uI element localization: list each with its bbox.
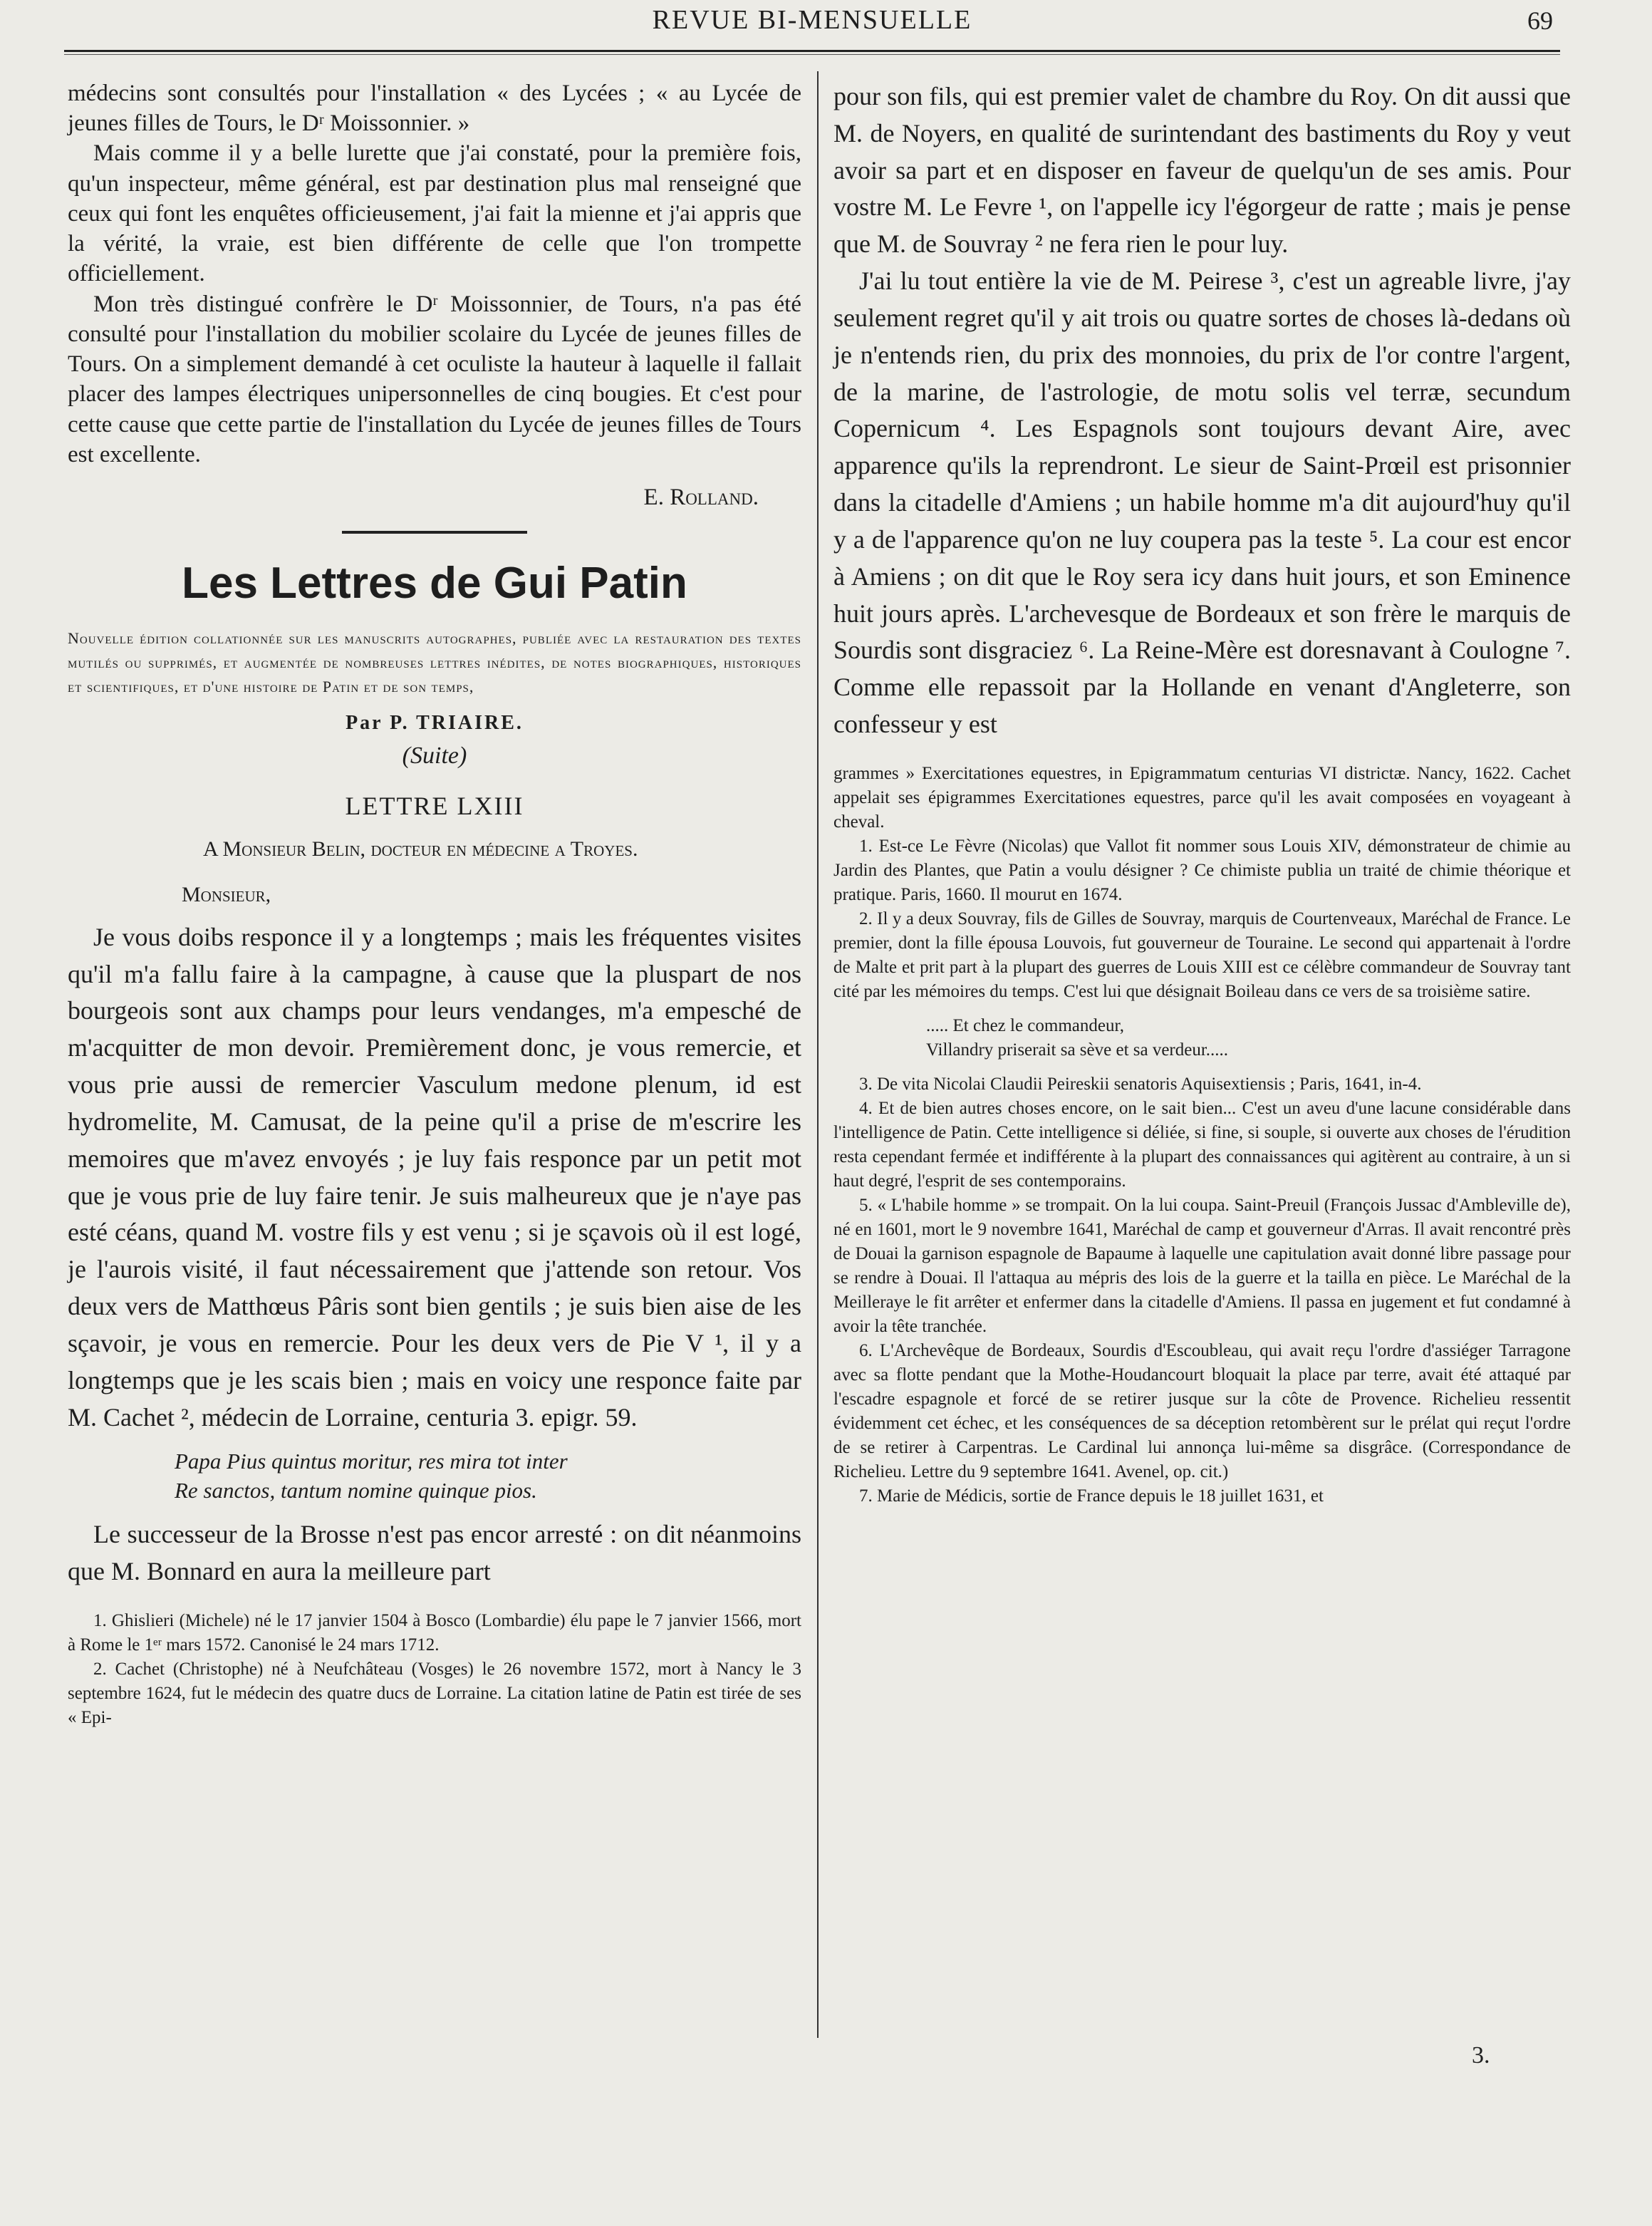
signature: E. Rolland. bbox=[643, 485, 759, 511]
journal-title: REVUE BI-MENSUELLE bbox=[652, 5, 972, 35]
running-header bbox=[64, 4, 1560, 41]
latin-verse bbox=[175, 1447, 801, 1505]
footnotes bbox=[68, 1609, 801, 1730]
column-divider bbox=[817, 71, 819, 2038]
footnotes bbox=[833, 762, 1571, 1508]
letter-paragraph: pour son fils, qui est premier valet de chambre du Roy. On dit aussi que M. de Noyers, en qualité de surintendant des bastiments du Roy y veut avoir sa part et en disposer en faveur de quelqu'un de ses amis. Pour vostre M. Le Fevre ¹, on l'appelle icy l'égorgeur de ratte ; mais je pense que M. de Souvray ² ne fera rien le pour luy. bbox=[833, 82, 1571, 259]
left-column bbox=[68, 78, 801, 1730]
signature-mark: 3. bbox=[1472, 2042, 1490, 2069]
verse-line: ..... Et chez le commandeur, bbox=[926, 1015, 1125, 1035]
header-rule-thin bbox=[64, 54, 1560, 55]
footnote: 4. Et de bien autres choses encore, on le sait bien... C'est un aveu d'une lacune considérable dans l'intelligence de Patin. Cette intelligence si déliée, si fine, si souple, si ouverte aux choses de l'érudition resta cependant fermée et indifférente à la plupart des connaissances qui agitèrent au contraire, à un si haut degré, l'esprit de ses contemporains. bbox=[833, 1098, 1571, 1191]
footnote: 1. Est-ce Le Fèvre (Nicolas) que Vallot fit nommer sous Louis XIV, démonstrateur de chimie au Jardin des Plantes, que Patin a voulu désigner ? Ce chimiste publia un traité de chimie théorique et pratique. Paris, 1660. Il mourut en 1674. bbox=[833, 836, 1571, 904]
verse-line: Re sanctos, tantum nomine quinque pios. bbox=[175, 1477, 537, 1503]
page-number: 69 bbox=[1527, 6, 1553, 35]
verse-line: Papa Pius quintus moritur, res mira tot inter bbox=[175, 1449, 568, 1474]
footnote: 3. De vita Nicolai Claudii Peireskii senatoris Aquisextiensis ; Paris, 1641, in-4. bbox=[859, 1074, 1422, 1094]
letter-paragraph: Je vous doibs responce il y a longtemps ; mais les fréquentes visites qu'il m'a fallu faire à la campagne, à cause que la pluspart de nos bourgeois sont aux champs pour leurs vendanges, m'a empesché de m'acquitter de mon devoir. Premièrement donc, je vous remercie, et vous prie aussi de remercier Vasculum medone plenum, id est hydromelite, M. Camusat, de la peine qu'il a prise de m'escrire les memoires que m'avez envoyés ; je luy fais responce par un petit mot que je vous prie de luy faire tenir. Je suis malheureux que je n'aye pas esté céans, quand M. vostre fils y est venu ; si je sçavois où il est logé, je l'aurois visité, il faut nécessairement que j'attende son retour. Vos deux vers de Matthœus Pâris sont bien gentils ; je suis bien aise de les sçavoir, je vous en remercie. Pour les deux vers de Pie V ¹, il y a longtemps que je les scais bien ; mais en voicy une responce faite par M. Cachet ², médecin de Lorraine, centuria 3. epigr. 59. bbox=[68, 922, 801, 1432]
section-rule bbox=[342, 531, 527, 534]
suite-label: (Suite) bbox=[402, 742, 467, 769]
letter-salutation: Monsieur, bbox=[182, 883, 271, 907]
article-subtitle: Nouvelle édition collationnée sur les manuscrits autographes, publiée avec la restauration des textes mutilés ou supprimés, et augmentée de nombreuses lettres inédites, de notes biographiques, historiques et scientifiques, et d'une histoire de Patin et de son temps, bbox=[68, 628, 801, 695]
footnote: 7. Marie de Médicis, sortie de France depuis le 18 juillet 1631, et bbox=[859, 1486, 1324, 1506]
footnote: 2. Cachet (Christophe) né à Neufchâteau (Vosges) le 26 novembre 1572, mort à Nancy le 3 septembre 1624, fut le médecin des quatre ducs de Lorraine. La citation latine de Patin est tirée de ses « Epi- bbox=[68, 1659, 801, 1727]
footnote: 6. L'Archevêque de Bordeaux, Sourdis d'Escoubleau, qui avait reçu l'ordre d'assiéger Tarragone avec sa flotte pendant que la Mothe-Houdancourt bloquait la place par terre, avait été attaqué par l'escadre espagnole et forcé de se retirer jusque sur la côte de Provence. Richelieu ressentit évidemment cet échec, et les conséquences de sa déception retombèrent sur le prélat qui reçut l'ordre de se retirer à Carpentras. Le Cardinal lui annonça lui-même sa disgrâce. (Correspondance de Richelieu. Lettre du 9 septembre 1641. Avenel, op. cit.) bbox=[833, 1340, 1571, 1481]
right-column bbox=[833, 78, 1571, 1508]
footnote-verse bbox=[926, 1014, 1571, 1062]
letter-paragraph: Le successeur de la Brosse n'est pas encor arresté : on dit néanmoins que M. Bonnard en aura la meilleure part bbox=[68, 1519, 801, 1585]
footnote-continued: grammes » Exercitationes equestres, in Epigrammatum centurias VI districtæ. Nancy, 1622. Cachet appelait ses épigrammes Exercitationes equestres, parce qu'il les avait composées en voyageant à cheval. bbox=[833, 763, 1571, 832]
letter-heading: LETTRE LXIII bbox=[345, 792, 524, 821]
verse-line: Villandry priserait sa sève et sa verdeur..... bbox=[926, 1040, 1229, 1060]
article-author: Par P. TRIAIRE. bbox=[346, 711, 524, 734]
header-rule bbox=[64, 50, 1560, 52]
intro-paragraph: médecins sont consultés pour l'installation « des Lycées ; « au Lycée de jeunes filles de Tours, le Dʳ Moissonnier. » bbox=[68, 81, 801, 137]
article-title: Les Lettres de Gui Patin bbox=[182, 559, 687, 609]
intro-paragraph: Mais comme il y a belle lurette que j'ai constaté, pour la première fois, qu'un inspecteur, même général, est par destination plus mal renseigné que ceux qui font les enquêtes officieusement, j'ai fait la mienne et j'ai appris que la vérité, la vraie, est bien différente de celle que l'on trompette officiellement. bbox=[68, 140, 801, 287]
letter-addressee: A Monsieur Belin, docteur en médecine a Troyes. bbox=[203, 837, 638, 861]
letter-paragraph: J'ai lu tout entière la vie de M. Peirese ³, c'est un agreable livre, j'ay seulement regret qu'il y ait trois ou quatre sortes de choses là-dedans où je n'entends rien, du prix des monnoies, du prix de l'or contre l'argent, de la marine, de l'astrologie, de motu solis vel terræ, secundum Copernicum ⁴. Les Espagnols sont toujours devant Aire, avec apparence qu'ils la reprendront. Le sieur de Saint-Prœil est prisonnier dans la citadelle d'Amiens ; un habile homme m'a dit aujourd'huy qu'il y a de l'apparence qu'on ne luy coupera pas la teste ⁵. La cour est encor à Amiens ; on dit que le Roy sera icy dans huit jours, et son Eminence huit jours après. L'archevesque de Bordeaux et son frère le marquis de Sourdis sont disgraciez ⁶. La Reine-Mère est doresnavant à Coulogne ⁷. Comme elle repassoit par la Hollande en venant d'Angleterre, son confesseur y est bbox=[833, 266, 1571, 739]
intro-paragraph: Mon très distingué confrère le Dʳ Moissonnier, de Tours, n'a pas été consulté pour l'installation du mobilier scolaire du Lycée de jeunes filles de Tours. On a simplement demandé à cet oculiste la hauteur à laquelle il fallait placer des lampes électriques unipersonnelles de cinq bougies. Et c'est pour cette cause que cette partie de l'installation du Lycée de jeunes filles de Tours est excellente. bbox=[68, 291, 801, 467]
footnote: 1. Ghislieri (Michele) né le 17 janvier 1504 à Bosco (Lombardie) élu pape le 7 janvier 1566, mort à Rome le 1ᵉʳ mars 1572. Canonisé le 24 mars 1712. bbox=[68, 1610, 801, 1655]
footnote: 5. « L'habile homme » se trompait. On la lui coupa. Saint-Preuil (François Jussac d'Ambleville de), né en 1601, mort le 9 novembre 1641, Maréchal de camp et gouverneur d'Arras. Il avait rencontré près de Douai la garnison espagnole de Bapaume à laquelle une capitulation avait donné libre passage pour se rendre à Douai. Il l'attaqua au mépris des lois de la guerre et la tailla en pièce. Le Maréchal de la Meilleraye le fit arrêter et enfermer dans la citadelle d'Amiens. Il passa en jugement et fut condamné à avoir la tête tranchée. bbox=[833, 1195, 1571, 1336]
footnote: 2. Il y a deux Souvray, fils de Gilles de Souvray, marquis de Courtenveaux, Maréchal de France. Le premier, dont la fille épousa Louvois, fut gouverneur de Touraine. Le second qui appartenait à l'ordre de Malte et prit part à la plupart des guerres de Louis XIII est ce célèbre commandeur de Souvray tant cité par les mémoires du temps. C'est lui que désignait Boileau dans ce vers de sa troisième satire. bbox=[833, 908, 1571, 1001]
